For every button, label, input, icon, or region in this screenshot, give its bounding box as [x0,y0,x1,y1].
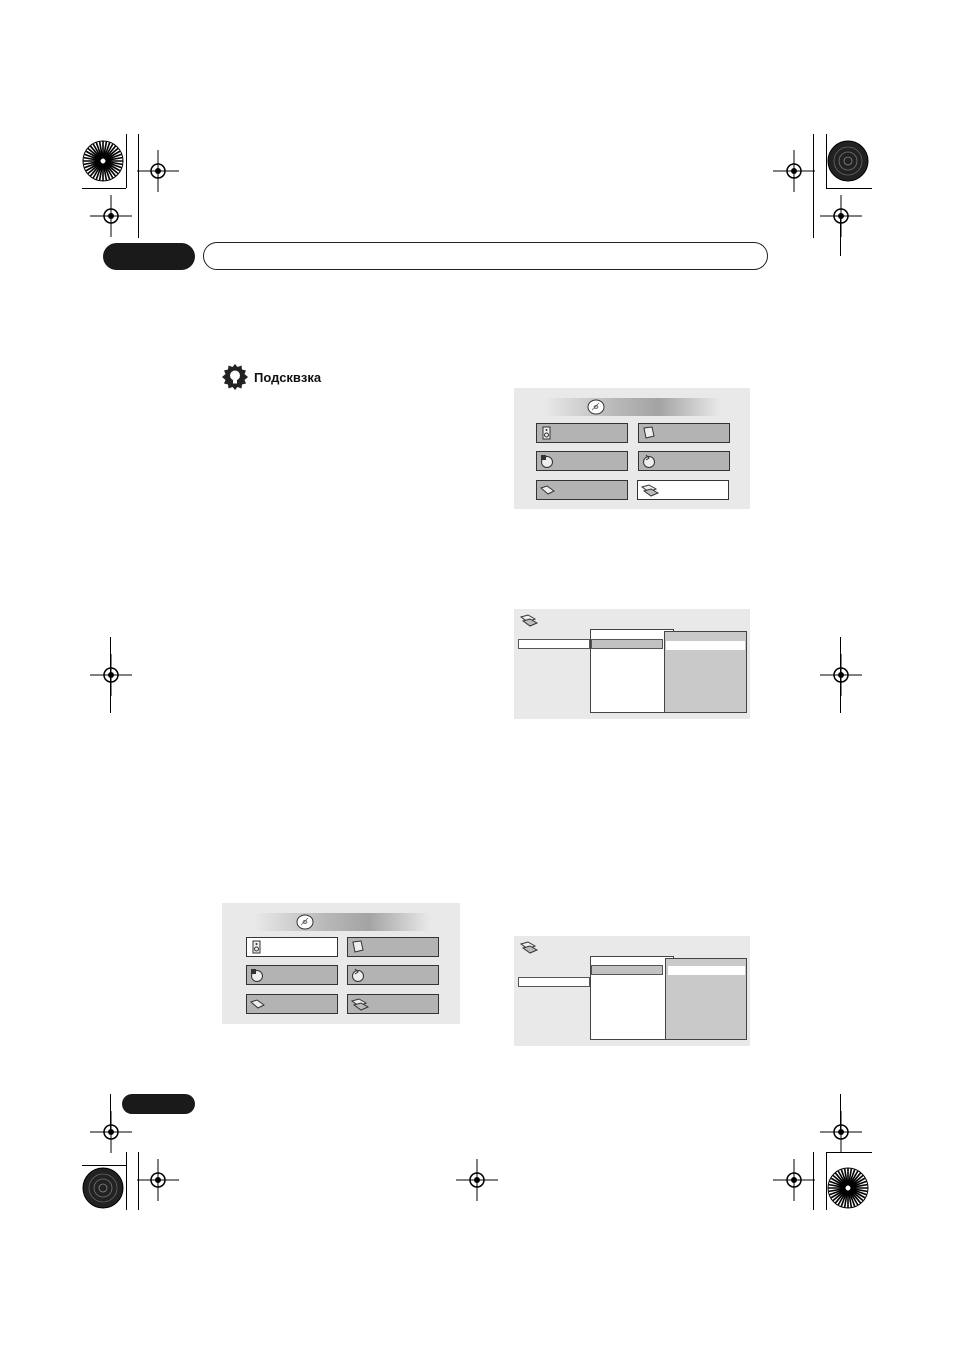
crosshair-mark-icon [456,1159,498,1201]
page-number-tab [122,1094,195,1114]
play-disc-icon [250,968,264,982]
crop-line [840,216,841,256]
crosshair-mark-icon [820,195,862,237]
setup-navigator-icon [520,613,538,627]
disc-icon [587,399,605,415]
setup-navigator-screen [514,609,750,719]
crosshair-mark-icon [820,654,862,696]
crop-line [826,188,872,189]
home-item-audio-settings[interactable] [246,937,338,957]
setup-middle-column-selected[interactable] [591,639,663,649]
crop-line [138,134,139,238]
home-item-setup[interactable] [347,994,439,1014]
setup-right-column-selected[interactable] [668,966,745,975]
registration-disc-icon [827,140,869,182]
home-item-initial-settings[interactable] [246,994,338,1014]
lightbulb-icon [222,364,248,390]
disc-navigator-icon [351,968,365,982]
home-menu-screen [222,903,460,1024]
setup-right-column-selected[interactable] [666,641,745,650]
monitor-icon [351,940,365,954]
setup-navigator-screen [514,936,750,1046]
home-item-disc-navigator[interactable] [638,451,730,471]
speaker-icon [540,426,554,440]
tip-heading [222,364,321,390]
crosshair-mark-icon [137,150,179,192]
home-menu-screen [514,388,750,509]
setup-navigator-icon [641,483,659,497]
home-item-play-mode[interactable] [246,965,338,985]
crosshair-mark-icon [90,195,132,237]
home-item-disc-navigator[interactable] [347,965,439,985]
home-item-play-mode[interactable] [536,451,628,471]
crop-line [813,1152,814,1210]
setup-left-column-selected[interactable] [518,639,590,649]
crop-line [826,134,827,188]
crosshair-mark-icon [137,1159,179,1201]
tray-icon [540,483,556,497]
crosshair-mark-icon [773,150,815,192]
home-menu-title-bar [254,913,430,931]
setup-navigator-icon [351,997,369,1011]
home-item-video-adjust[interactable] [347,937,439,957]
home-item-audio-settings[interactable] [536,423,628,443]
crosshair-mark-icon [820,1111,862,1153]
crop-line [82,1165,126,1166]
disc-icon [296,914,314,930]
crop-line [110,1094,111,1134]
crop-line [840,637,841,713]
setup-left-column-selected[interactable] [518,977,590,987]
crosshair-mark-icon [90,1111,132,1153]
crosshair-mark-icon [773,1159,815,1201]
registration-disc-icon [82,1167,124,1209]
setup-navigator-icon [520,940,538,954]
chapter-tab [103,243,195,270]
speaker-icon [250,940,264,954]
play-disc-icon [540,454,554,468]
crop-line [126,134,127,188]
crop-line [126,1152,127,1210]
tip-label: Подсквзка [254,369,322,385]
home-item-setup[interactable] [637,480,729,500]
home-menu-title-bar [544,398,720,416]
monitor-icon [642,426,656,440]
setup-middle-column-selected[interactable] [591,965,663,975]
tray-icon [250,997,266,1011]
crop-line [82,188,126,189]
crop-line [813,134,814,238]
registration-starburst-icon [827,1167,869,1209]
crop-line [110,637,111,713]
crop-line [840,1094,841,1134]
crop-line [138,1152,139,1210]
crop-line [826,1152,872,1153]
chapter-header-bar [203,242,768,270]
crop-line [826,1152,827,1210]
disc-navigator-icon [642,454,656,468]
registration-starburst-icon [82,140,124,182]
crosshair-mark-icon [90,654,132,696]
home-item-initial-settings[interactable] [536,480,628,500]
home-item-video-adjust[interactable] [638,423,730,443]
